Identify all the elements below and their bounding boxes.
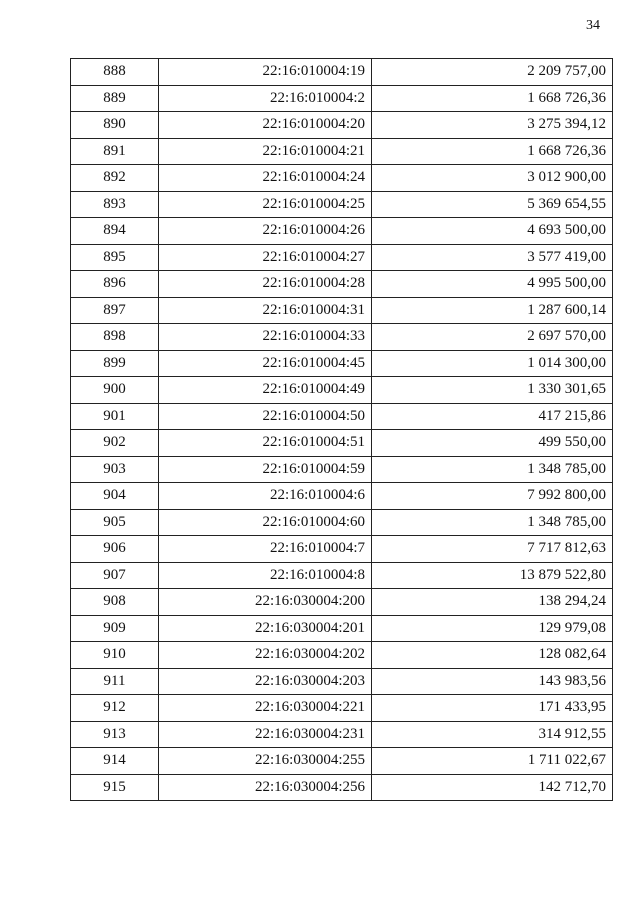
cadastral-number-cell: 22:16:010004:45 xyxy=(159,350,372,377)
table-row xyxy=(71,403,613,430)
cadastral-value-cell: 3 577 419,00 xyxy=(372,244,613,271)
cadastral-value-cell: 1 330 301,65 xyxy=(372,377,613,404)
row-number-cell: 888 xyxy=(71,59,159,86)
row-number-cell: 892 xyxy=(71,165,159,192)
table-row xyxy=(71,430,613,457)
cadastral-value-cell: 142 712,70 xyxy=(372,774,613,801)
row-number-cell: 895 xyxy=(71,244,159,271)
table-row xyxy=(71,191,613,218)
table-row xyxy=(71,774,613,801)
page-number: 34 xyxy=(586,18,600,33)
cadastral-value-cell: 1 348 785,00 xyxy=(372,456,613,483)
row-number-cell: 907 xyxy=(71,562,159,589)
row-number-cell: 915 xyxy=(71,774,159,801)
cadastral-number-cell: 22:16:010004:31 xyxy=(159,297,372,324)
table-row xyxy=(71,218,613,245)
cadastral-number-cell: 22:16:030004:201 xyxy=(159,615,372,642)
row-number-cell: 904 xyxy=(71,483,159,510)
table-row xyxy=(71,271,613,298)
row-number-cell: 912 xyxy=(71,695,159,722)
row-number-cell: 899 xyxy=(71,350,159,377)
table-row xyxy=(71,721,613,748)
cadastral-number-cell: 22:16:010004:19 xyxy=(159,59,372,86)
row-number-cell: 889 xyxy=(71,85,159,112)
row-number-cell: 906 xyxy=(71,536,159,563)
row-number-cell: 903 xyxy=(71,456,159,483)
cadastral-number-cell: 22:16:010004:27 xyxy=(159,244,372,271)
cadastral-number-cell: 22:16:010004:24 xyxy=(159,165,372,192)
cadastral-number-cell: 22:16:010004:49 xyxy=(159,377,372,404)
row-number-cell: 894 xyxy=(71,218,159,245)
row-number-cell: 893 xyxy=(71,191,159,218)
cadastral-value-cell: 2 697 570,00 xyxy=(372,324,613,351)
cadastral-value-cell: 314 912,55 xyxy=(372,721,613,748)
cadastral-number-cell: 22:16:010004:25 xyxy=(159,191,372,218)
cadastral-value-cell: 143 983,56 xyxy=(372,668,613,695)
row-number-cell: 913 xyxy=(71,721,159,748)
cadastral-value-cell: 171 433,95 xyxy=(372,695,613,722)
cadastral-number-cell: 22:16:010004:59 xyxy=(159,456,372,483)
row-number-cell: 905 xyxy=(71,509,159,536)
table-row xyxy=(71,509,613,536)
row-number-cell: 901 xyxy=(71,403,159,430)
row-number-cell: 896 xyxy=(71,271,159,298)
table-row xyxy=(71,165,613,192)
cadastral-value-cell: 499 550,00 xyxy=(372,430,613,457)
cadastral-value-cell: 138 294,24 xyxy=(372,589,613,616)
cadastral-number-cell: 22:16:010004:28 xyxy=(159,271,372,298)
cadastral-number-cell: 22:16:010004:20 xyxy=(159,112,372,139)
cadastral-number-cell: 22:16:010004:26 xyxy=(159,218,372,245)
cadastral-value-cell: 3 012 900,00 xyxy=(372,165,613,192)
cadastral-value-cell: 1 014 300,00 xyxy=(372,350,613,377)
cadastral-number-cell: 22:16:030004:200 xyxy=(159,589,372,616)
table-row xyxy=(71,456,613,483)
table-row xyxy=(71,112,613,139)
cadastral-value-table xyxy=(70,58,613,801)
row-number-cell: 909 xyxy=(71,615,159,642)
cadastral-number-cell: 22:16:030004:221 xyxy=(159,695,372,722)
row-number-cell: 890 xyxy=(71,112,159,139)
cadastral-number-cell: 22:16:010004:51 xyxy=(159,430,372,457)
row-number-cell: 900 xyxy=(71,377,159,404)
table-row xyxy=(71,138,613,165)
cadastral-value-cell: 1 668 726,36 xyxy=(372,85,613,112)
table-row xyxy=(71,85,613,112)
table-row xyxy=(71,244,613,271)
row-number-cell: 908 xyxy=(71,589,159,616)
table-row xyxy=(71,297,613,324)
cadastral-value-cell: 4 995 500,00 xyxy=(372,271,613,298)
cadastral-value-cell: 13 879 522,80 xyxy=(372,562,613,589)
cadastral-value-cell: 4 693 500,00 xyxy=(372,218,613,245)
cadastral-number-cell: 22:16:030004:231 xyxy=(159,721,372,748)
cadastral-number-cell: 22:16:030004:202 xyxy=(159,642,372,669)
cadastral-value-cell: 7 717 812,63 xyxy=(372,536,613,563)
cadastral-number-cell: 22:16:010004:50 xyxy=(159,403,372,430)
cadastral-number-cell: 22:16:010004:33 xyxy=(159,324,372,351)
cadastral-number-cell: 22:16:030004:203 xyxy=(159,668,372,695)
cadastral-value-cell: 7 992 800,00 xyxy=(372,483,613,510)
table-row xyxy=(71,589,613,616)
table-row xyxy=(71,562,613,589)
row-number-cell: 902 xyxy=(71,430,159,457)
row-number-cell: 914 xyxy=(71,748,159,775)
cadastral-value-cell: 417 215,86 xyxy=(372,403,613,430)
table-row xyxy=(71,377,613,404)
cadastral-number-cell: 22:16:030004:256 xyxy=(159,774,372,801)
cadastral-value-cell: 5 369 654,55 xyxy=(372,191,613,218)
table-body xyxy=(71,59,613,801)
cadastral-value-cell: 2 209 757,00 xyxy=(372,59,613,86)
cadastral-number-cell: 22:16:010004:7 xyxy=(159,536,372,563)
table-row xyxy=(71,748,613,775)
row-number-cell: 910 xyxy=(71,642,159,669)
row-number-cell: 891 xyxy=(71,138,159,165)
cadastral-number-cell: 22:16:010004:21 xyxy=(159,138,372,165)
cadastral-value-cell: 1 348 785,00 xyxy=(372,509,613,536)
cadastral-value-cell: 128 082,64 xyxy=(372,642,613,669)
table-row xyxy=(71,350,613,377)
cadastral-value-cell: 129 979,08 xyxy=(372,615,613,642)
cadastral-value-cell: 1 287 600,14 xyxy=(372,297,613,324)
table-row xyxy=(71,324,613,351)
table-row xyxy=(71,615,613,642)
cadastral-value-cell: 3 275 394,12 xyxy=(372,112,613,139)
row-number-cell: 911 xyxy=(71,668,159,695)
cadastral-number-cell: 22:16:010004:2 xyxy=(159,85,372,112)
cadastral-number-cell: 22:16:010004:8 xyxy=(159,562,372,589)
row-number-cell: 897 xyxy=(71,297,159,324)
table-row xyxy=(71,695,613,722)
cadastral-value-cell: 1 668 726,36 xyxy=(372,138,613,165)
row-number-cell: 898 xyxy=(71,324,159,351)
table-row xyxy=(71,642,613,669)
cadastral-number-cell: 22:16:010004:6 xyxy=(159,483,372,510)
table-row xyxy=(71,536,613,563)
cadastral-number-cell: 22:16:030004:255 xyxy=(159,748,372,775)
table-row xyxy=(71,483,613,510)
table-row xyxy=(71,668,613,695)
table-row xyxy=(71,59,613,86)
cadastral-number-cell: 22:16:010004:60 xyxy=(159,509,372,536)
cadastral-value-cell: 1 711 022,67 xyxy=(372,748,613,775)
